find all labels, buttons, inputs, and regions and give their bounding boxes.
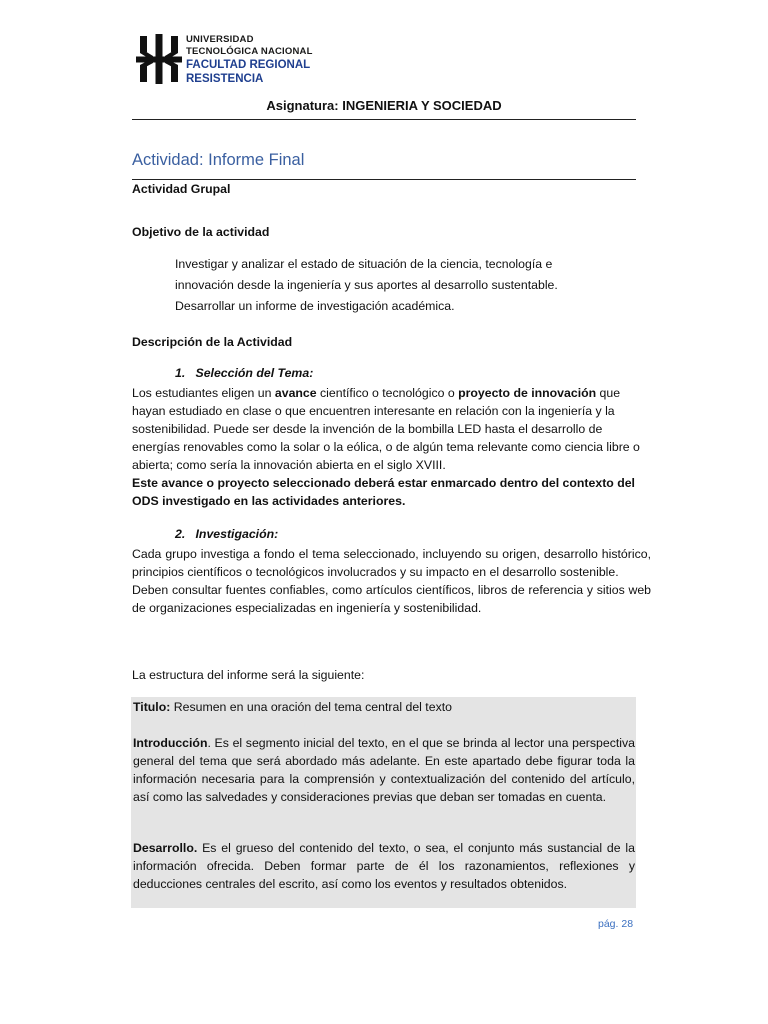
step1-text-proyecto: proyecto de innovación bbox=[458, 386, 597, 400]
institution-line-1: UNIVERSIDAD bbox=[186, 34, 254, 45]
step1-text-c: científico o tecnológico o bbox=[316, 386, 459, 400]
structure-development-text: Es el grueso del contenido del texto, o sea, el conjunto más sustancial de la información ofrecida. Deben formar parte de él los razonamientos, reflexiones y deducciones centrales del escrito, así como los eventos y resultados obtenidos. bbox=[133, 841, 635, 891]
objective-line-3: Desarrollar un informe de investigación académica. bbox=[175, 299, 455, 313]
step1-number: 1. bbox=[175, 366, 186, 380]
objective-line-1: Investigar y analizar el estado de situación de la ciencia, tecnología e bbox=[175, 257, 553, 271]
step2-heading bbox=[175, 527, 278, 541]
step2-number: 2. bbox=[175, 527, 186, 541]
subject-name: INGENIERIA Y SOCIEDAD bbox=[342, 98, 502, 113]
objective-list bbox=[175, 254, 645, 317]
structure-intro-text: . Es el segmento inicial del texto, en el que se brinda al lector una perspectiva general del tema que será abordado más adelante. En este apartado debe figurar toda la información necesaria para la comprensión y contextualización del contenido del artículo, así como las salvedades y consideraciones previas que deban ser tomadas en cuenta. bbox=[133, 736, 635, 804]
step1-text-a: Los estudiantes eligen un bbox=[132, 386, 275, 400]
structure-development-item bbox=[133, 839, 635, 893]
structure-intro-label: Introducción bbox=[133, 736, 208, 750]
step1-text-avance: avance bbox=[274, 386, 317, 400]
step1-heading bbox=[175, 366, 313, 380]
structure-title-text: Resumen en una oración del tema central del texto bbox=[170, 700, 452, 714]
subject-heading bbox=[132, 98, 636, 113]
faculty-line-1: FACULTAD REGIONAL bbox=[186, 59, 311, 71]
description-heading: Descripción de la Actividad bbox=[132, 335, 293, 349]
utn-logo-icon bbox=[136, 34, 182, 84]
step1-title: Selección del Tema: bbox=[195, 366, 314, 380]
structure-title-label: Titulo: bbox=[133, 700, 171, 714]
step2-paragraph bbox=[132, 545, 651, 617]
header-divider bbox=[132, 119, 636, 120]
structure-intro-item bbox=[133, 734, 635, 806]
step2-text-1: Cada grupo investiga a fondo el tema seleccionado, incluyendo su origen, desarrollo histórico, principios científicos o tecnológicos involucrados y su impacto en el desarrollo sostenible. bbox=[132, 547, 651, 579]
step2-title: Investigación: bbox=[195, 527, 279, 541]
activity-type: Actividad Grupal bbox=[132, 182, 231, 196]
institution-line-2: TECNOLÓGICA NACIONAL bbox=[186, 46, 313, 57]
faculty-line-2: RESISTENCIA bbox=[186, 73, 264, 85]
step1-emphasis: Este avance o proyecto seleccionado deberá estar enmarcado dentro del contexto del ODS investigado en las actividades anteriores. bbox=[132, 476, 635, 508]
structure-intro: La estructura del informe será la siguiente: bbox=[132, 668, 365, 682]
objective-heading: Objetivo de la actividad bbox=[132, 225, 270, 239]
subject-prefix: Asignatura: bbox=[266, 98, 339, 113]
objective-line-2: innovación desde la ingeniería y sus aportes al desarrollo sustentable. bbox=[175, 278, 558, 292]
step1-paragraph bbox=[132, 384, 651, 510]
step1-text-e: que hayan estudiado en clase o que encuentren interesante en relación con la ingeniería y la sostenibilidad. Puede ser desde la invención de la bombilla LED hasta el desarrollo de energías renovables como la solar o la eólica, o de algún tema relevante como ciencia libre o abierta; como sería la innovación abierta en el siglo XVIII. bbox=[132, 386, 640, 472]
page-number: pág. 28 bbox=[598, 918, 634, 930]
activity-title: Actividad: Informe Final bbox=[132, 151, 305, 169]
step2-text-2: Deben consultar fuentes confiables, como artículos científicos, libros de referencia y sitios web de organizaciones especializadas en ingeniería y sostenibilidad. bbox=[132, 583, 651, 615]
institution-name bbox=[186, 34, 313, 86]
structure-title-item bbox=[133, 698, 635, 716]
structure-development-label: Desarrollo. bbox=[133, 841, 198, 855]
